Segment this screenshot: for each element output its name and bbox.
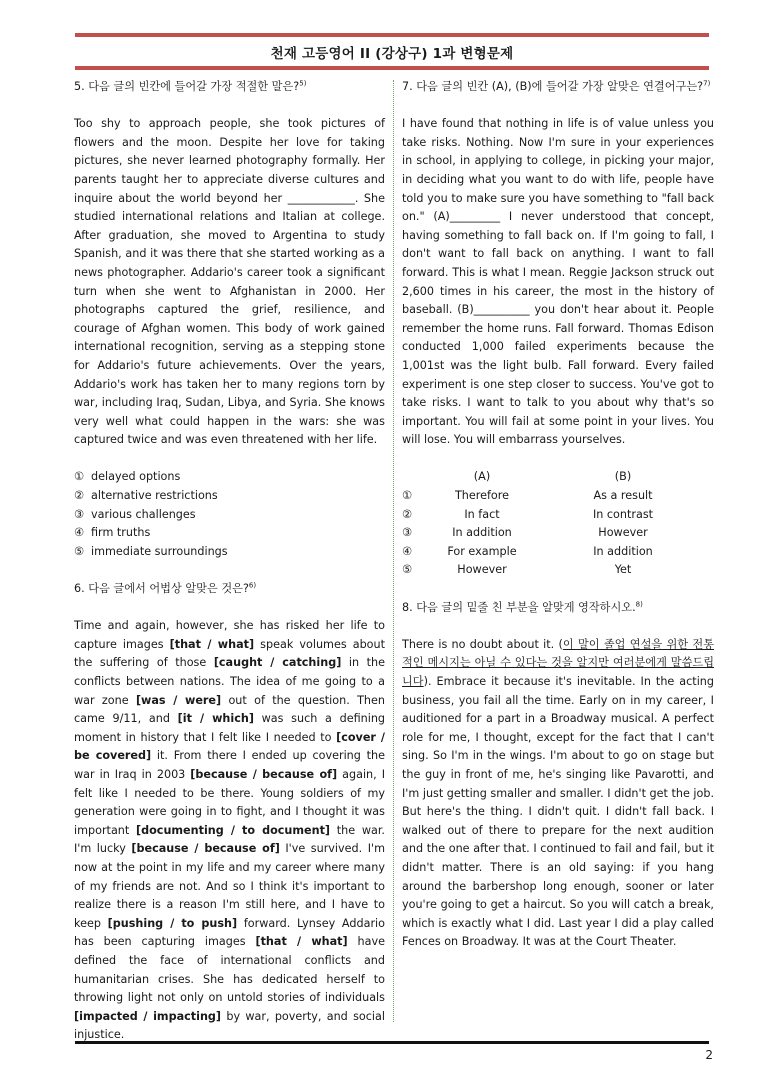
right-column <box>402 78 714 952</box>
passage-text: in the conflicts between nations. The idea of me going to a war zone <box>74 656 385 707</box>
options-header-row <box>402 468 714 487</box>
grammar-choice: [because / because of] <box>131 842 280 856</box>
grammar-choice: [that / what] <box>255 935 348 949</box>
column-a-header: (A) <box>473 470 491 484</box>
passage-text: the war. I'm lucky <box>74 823 385 856</box>
option-a: However <box>457 563 507 577</box>
page-number: 2 <box>705 1048 713 1062</box>
header-top-rule <box>75 33 709 37</box>
footer-rule <box>75 1041 709 1044</box>
footnote-marker: 7) <box>703 79 711 88</box>
grammar-choice: [that / what] <box>169 637 255 651</box>
passage-text: Time and again, however, she has risked her life to capture images <box>74 619 385 651</box>
grammar-choice: [pushing / to push] <box>107 916 238 930</box>
answer-option <box>74 506 385 525</box>
option-number: ④ <box>74 526 85 540</box>
header-bottom-rule <box>75 66 709 70</box>
answer-option-row <box>402 543 714 562</box>
option-text: various challenges <box>91 507 196 521</box>
passage-text: it. From there I ended up covering the war in Iraq in 2003 <box>74 749 385 781</box>
option-number: ⑤ <box>402 563 413 577</box>
question-6-prompt: 6. 다음 글에서 어법상 알맞은 것은?$^{6)}$ <box>74 581 257 596</box>
passage-text: I've survived. I'm now at the point in my life and my career where many of my friends are not. And so I think it's important to realize there is a reason I'm still here, and I have to keep <box>74 842 385 930</box>
option-b: In addition <box>593 544 653 558</box>
passage-text: by war, poverty, and social injustice. <box>74 1009 385 1042</box>
question-7-options-table <box>402 468 714 580</box>
answer-option <box>74 487 385 506</box>
option-text: alternative restrictions <box>91 489 218 503</box>
answer-option <box>74 524 385 543</box>
passage-text: speak volumes about the suffering of those <box>74 637 385 670</box>
underlined-korean-sentence: 이 말이 졸업 연설을 위한 전통적인 메시지는 아닐 수 있다는 것을 알지만 여러분에게 말씀드립니다 <box>402 637 714 688</box>
footnote-marker: 6) <box>248 581 257 590</box>
answer-option-row <box>402 506 714 525</box>
option-number: ② <box>74 489 85 503</box>
option-b: However <box>598 526 648 540</box>
grammar-choice: [was / were] <box>135 693 222 707</box>
column-divider <box>393 80 394 1022</box>
left-column <box>74 78 385 1045</box>
grammar-choice: [impacted / impacting] <box>74 1009 222 1023</box>
footnote-marker: 5) <box>299 79 307 88</box>
question-8-passage: There is no doubt about it. (이 말이 졸업 연설을 위한 전통적인 메시지는 아닐 수 있다는 것을 알지만 여러분에게 말씀드립니다). Embrace it because it's inevitable. In the acting business, you fail all the time. Early on in my career, I auditioned for a part in a Broadway musical. A perfect role for me, I thought, except for the fact that I can't sing. So I'm in the wings. I'm about to go on stage but the guy in front of me, he's singing like Pavarotti, and I'm just getting smaller and smaller. I didn't get the job. But here's the thing. I didn't quit. I didn't fall back. I walked out of there to prepare for the next audition and the one after that. I continued to fail and fail, but it didn't matter. There is an old saying: if you hang around the barbershop long enough, sooner or later you're going to get a haircut. So you will catch a break, which is exactly what I did. Last year I did a play called Fences on Broadway. It was at the Court Theater. <box>402 637 714 949</box>
question-5-prompt: 5. 다음 글의 빈칸에 들어갈 가장 적절한 말은?$^{5)}$ <box>74 79 307 93</box>
passage-text: forward. Lynsey Addario has been capturing images <box>74 916 385 949</box>
option-number: ① <box>402 489 413 503</box>
passage-text: out of the question. Then came 9/11, and <box>74 693 385 726</box>
answer-option-row <box>402 561 714 580</box>
question-7-prompt: 7. 다음 글의 빈칸 (A), (B)에 들어갈 가장 알맞은 연결어구는?$^{7)}$ <box>402 79 711 93</box>
option-text: firm truths <box>91 526 151 540</box>
passage-text: have defined the face of international conflicts and humanitarian crises. She has dedicated herself to throwing light not only on untold stories of individuals <box>74 935 385 1005</box>
grammar-choice: [caught / catching] <box>213 656 342 670</box>
footnote-marker: 8) <box>635 599 643 608</box>
option-b: In contrast <box>592 507 654 521</box>
grammar-choice: [documenting / to document] <box>136 823 331 837</box>
grammar-choice: [because / because of] <box>190 767 338 781</box>
option-text: immediate surroundings <box>91 544 228 558</box>
page-title: 천재 고등영어 II (강상구) 1과 변형문제 <box>270 46 514 62</box>
option-a: Therefore <box>454 489 510 503</box>
option-b: As a result <box>593 489 653 503</box>
answer-option-row <box>402 487 714 506</box>
option-number: ② <box>402 507 413 521</box>
grammar-choice: [cover / be covered] <box>74 730 385 763</box>
question-7-passage: I have found that nothing in life is of value unless you take risks. Nothing. Now I'm sure in your experiences in school, in applying to college, in picking your major, in deciding what you want to do with life, people have told you to make sure you have something to "fall back on." (A)_________ I never understood that concept, having something to fall back on. If I'm going to fall, I don't want to fall back on anything. I want to fall forward. This is what I mean. Reggie Jackson struck out 2,600 times in his career, the most in the history of baseball. (B)__________ you don't hear about it. People remember the home runs. Fall forward. Thomas Edison conducted 1,000 failed experiments because the 1,001st was the light bulb. Fall forward. Every failed experiment is one step closer to success. You've got to take risks. I want to talk to you about why that's so important. You will fail at some point in your lives. You will lose. You will embarrass yourselves. <box>402 117 714 447</box>
option-number: ⑤ <box>74 544 85 558</box>
answer-option-row <box>402 524 714 543</box>
grammar-choice: [it / which] <box>177 712 254 726</box>
option-a: In fact <box>464 507 500 521</box>
answer-option <box>74 543 385 562</box>
option-number: ① <box>74 470 85 484</box>
option-number: ③ <box>402 526 413 540</box>
question-6-passage <box>74 617 385 1045</box>
column-b-header: (B) <box>614 470 632 484</box>
question-8-prompt: 8. 다음 글의 밑줄 친 부분을 알맞게 영작하시오.$^{8)}$ <box>402 599 643 614</box>
answer-option <box>74 468 385 487</box>
option-number: ④ <box>402 544 413 558</box>
passage-text: again, I felt like I needed to be there. Young soldiers of my generation were going in to fight, and I thought it was important <box>74 767 385 837</box>
option-a: In addition <box>452 526 512 540</box>
passage-text: was such a defining moment in history that I felt like I needed to <box>74 712 386 744</box>
option-text: delayed options <box>91 470 181 484</box>
question-5-options <box>74 468 385 561</box>
option-a: For example <box>447 544 517 558</box>
question-5-passage: Too shy to approach people, she took pictures of flowers and the moon. Despite her love for taking pictures, she never learned photography formally. Her parents taught her to appreciate diverse cultures and inquire about the world beyond her ____________. She studied international relations and Italian at college. After graduation, she moved to Argentina to study Spanish, and it was there that she started working as a news photographer. Addario's career took a significant turn when she went to Afghanistan in 2000. Her photographs captured the grief, resilience, and courage of Afghan women. This body of work gained international recognition, serving as a stepping stone for Addario's future achievements. Over the years, Addario's work has taken her to many regions torn by war, including Iraq, Sudan, Libya, and Syria. She knows very well what could happen in the wars: she was captured twice and was even threatened with her life. <box>74 117 385 447</box>
option-b: Yet <box>614 563 632 577</box>
option-number: ③ <box>74 507 85 521</box>
